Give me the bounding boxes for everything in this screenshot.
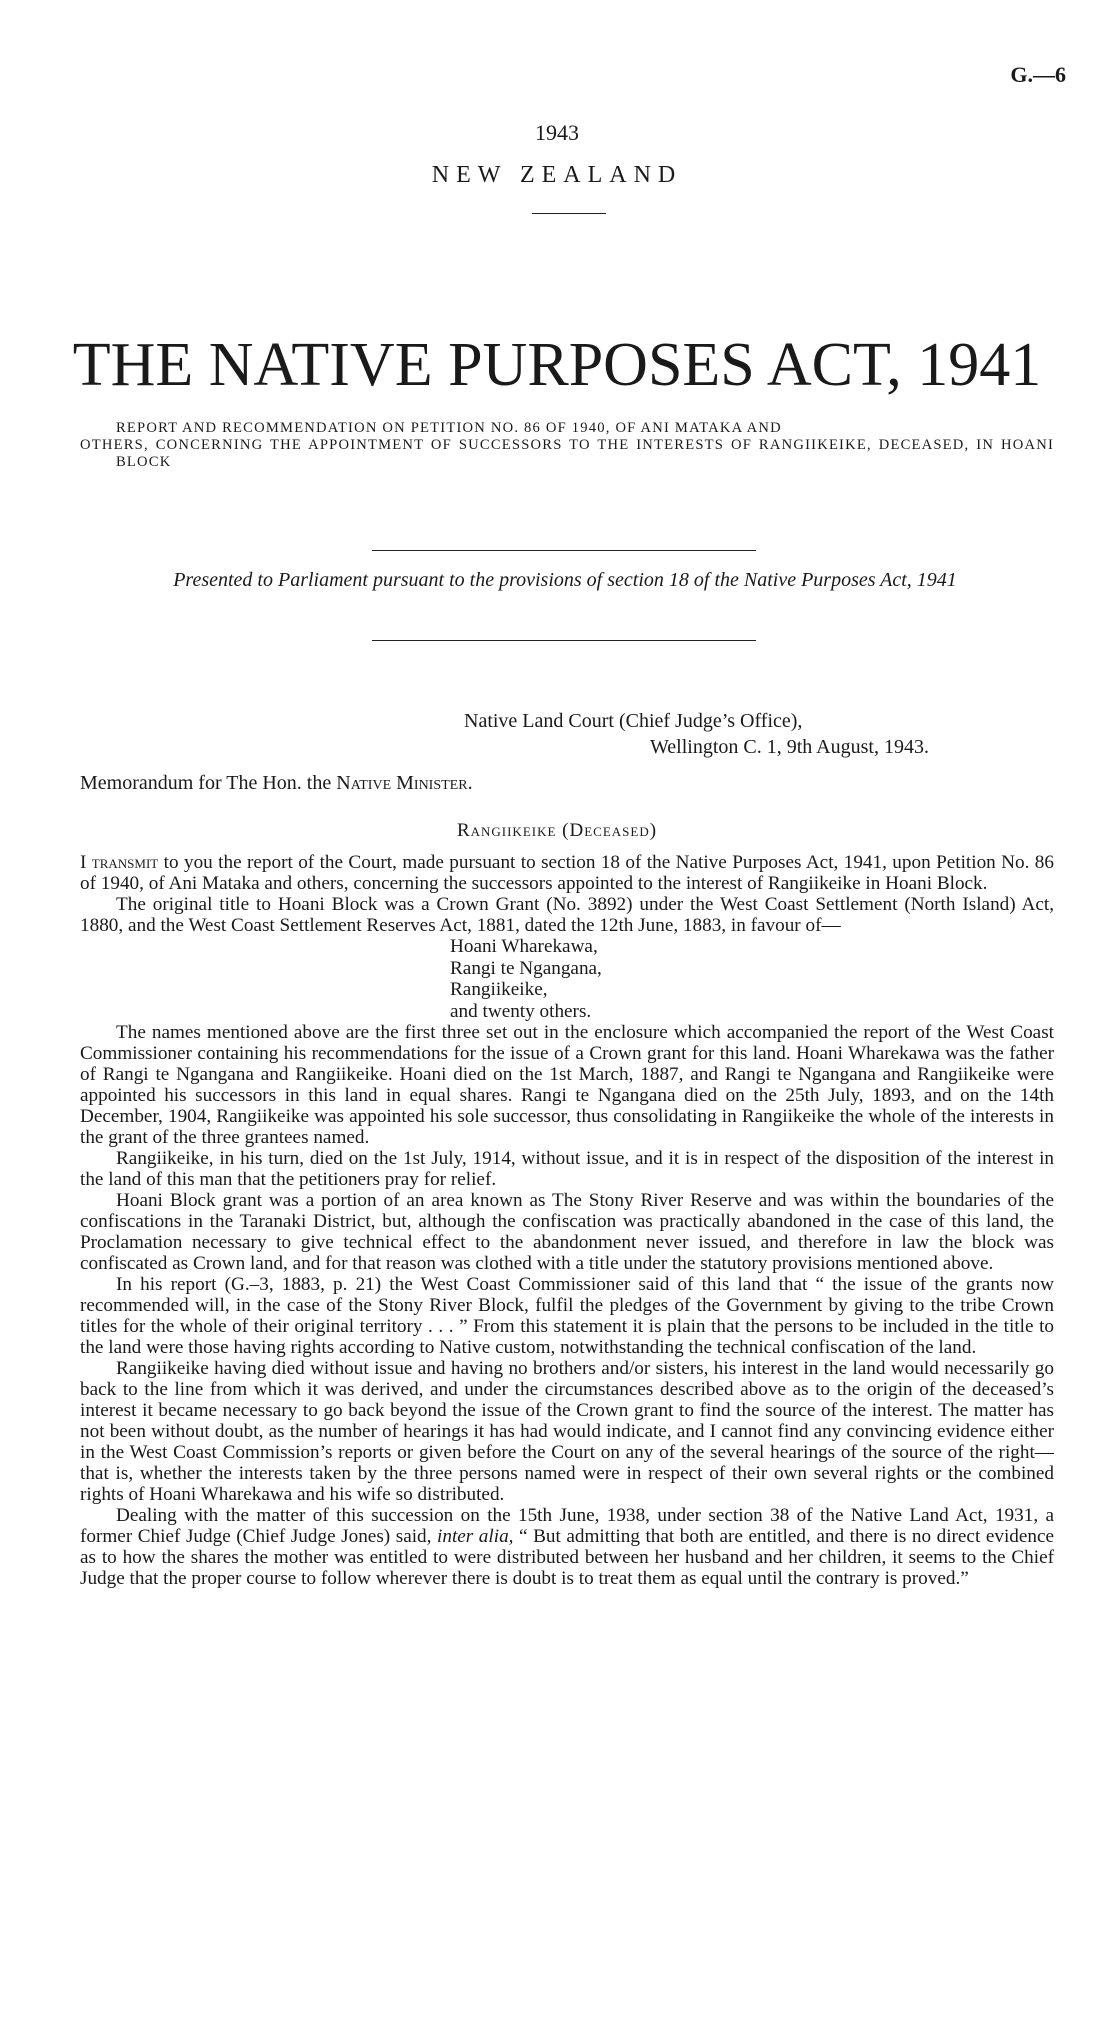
quotation: “ But admitting that both are entitled, and there is no direct evidence as to how the shares the mother was entitled to were distributed between her husband and her children, it seems to the Chief Judge that the proper course to follow wherever there is doubt is to treat them as equal until the contrary is proved.” xyxy=(80,1526,1055,1589)
grantee-item: and twenty others. xyxy=(450,1000,592,1022)
document-reference: G.—6 xyxy=(1010,62,1066,87)
subject-heading: Rangiikeike (Deceased) xyxy=(456,820,658,841)
paragraph: Hoani Block grant was a portion of an area known as The Stony River Reserve and was within the boundaries of the confiscations in the Taranaki District, but, although the confiscation was practically abandoned in the case of this land, the Proclamation necessary to give technical effect to the abandonment never issued, and therefore in law the block was confiscated as Crown land, and for that reason was clothed with a title under the statutory provisions mentioned above. xyxy=(80,1190,1054,1274)
paragraph: Rangiikeike, in his turn, died on the 1st July, 1914, without issue, and it is in respect of the disposition of the interest in the land of this man that the petitioners pray for relief. xyxy=(80,1148,1054,1190)
paragraph xyxy=(80,1505,1054,1589)
grantee-list xyxy=(80,936,1054,1022)
grantee-item: Hoani Wharekawa, xyxy=(450,936,598,957)
lead-words: I transmit xyxy=(80,852,159,873)
memo-body xyxy=(80,852,1054,1589)
memo-recipient: Native Minister. xyxy=(336,772,473,794)
report-heading-line: OTHERS, CONCERNING THE APPOINTMENT OF SUCCESSORS TO THE INTERESTS OF RANGIIKEIKE, DECEASED, IN HOANI BLOCK xyxy=(80,437,1054,470)
address-line: Wellington C. 1, 9th August, 1943. xyxy=(650,736,929,758)
latin-phrase: inter alia, xyxy=(437,1526,514,1547)
paragraph: In his report (G.–3, 1883, p. 21) the West Coast Commissioner said of this land that “ the issue of the grants now recommended will, in the case of the Stony River Block, fulfil the pledges of the Government by giving to the tribe Crown titles for the whole of their original territory . . . ” From this statement it is plain that the persons to be included in the title to the land were those having rights according to Native custom, notwithstanding the technical confiscation of the land. xyxy=(80,1274,1054,1358)
address-line: Native Land Court (Chief Judge’s Office), xyxy=(464,710,803,732)
memo-prefix: Memorandum for The Hon. the xyxy=(80,772,332,794)
divider-rule xyxy=(532,213,606,214)
sender-address xyxy=(464,708,1064,760)
paragraph: The original title to Hoani Block was a Crown Grant (No. 3892) under the West Coast Settlement (North Island) Act, 1880, and the West Coast Settlement Reserves Act, 1881, dated the 12th June, 1883, in favour of— xyxy=(80,894,1054,936)
divider-rule xyxy=(372,550,756,551)
presented-note: Presented to Parliament pursuant to the provisions of section 18 of the Native Purposes Act, 1941 xyxy=(173,569,957,591)
report-year: 1943 xyxy=(535,120,579,145)
grantee-item: Rangi te Ngangana, xyxy=(450,957,602,979)
country-heading: NEW ZEALAND xyxy=(431,162,683,188)
report-heading xyxy=(80,420,1054,471)
report-heading-line: REPORT AND RECOMMENDATION ON PETITION NO. 86 OF 1940, OF ANI MATAKA AND xyxy=(116,420,782,436)
paragraph: The names mentioned above are the first three set out in the enclosure which accompanied the report of the West Coast Commissioner containing his recommendations for the issue of a Crown grant for this land. Hoani Wharekawa was the father of Rangi te Ngangana and Rangiikeike. Hoani died on the 1st March, 1887, and Rangi te Ngangana and Rangiikeike were appointed his successors in this land in equal shares. Rangi te Ngangana died on the 25th July, 1893, and on the 14th December, 1904, Rangiikeike was appointed his sole successor, thus consolidating in Rangiikeike the whole of the interests in the grant of the three grantees named. xyxy=(80,1022,1054,1148)
grantee-item: Rangiikeike, xyxy=(450,979,548,1000)
paragraph-text: Dealing with the matter of this succession on the 15th June, 1938, under section 38 of the Native Land Act, 1931, a former Chief Judge (Chief Judge Jones) said, xyxy=(80,1505,1054,1547)
paragraph xyxy=(80,852,1054,894)
divider-rule xyxy=(372,640,756,641)
memo-line xyxy=(80,772,473,795)
act-title: THE NATIVE PURPOSES ACT, 1941 xyxy=(72,331,1042,399)
paragraph: Rangiikeike having died without issue and having no brothers and/or sisters, his interest in the land would necessarily go back to the line from which it was derived, and under the circumstances described above as to the origin of the deceased’s interest it became necessary to go back beyond the issue of the Crown grant to find the source of the interest. The matter has not been without doubt, as the number of hearings it has had would indicate, and I cannot find any convincing evidence either in the West Coast Commission’s reports or given before the Court on any of the several hearings of the source of the right—that is, whether the interests taken by the three persons named were in respect of their own several rights or the combined rights of Hoani Wharekawa and his wife so distributed. xyxy=(80,1358,1054,1505)
paragraph-text: to you the report of the Court, made pursuant to section 18 of the Native Purposes Act, 1941, upon Petition No. 86 of 1940, of Ani Mataka and others, concerning the successors appointed to the interest of Rangiikeike in Hoani Block. xyxy=(80,852,1054,894)
